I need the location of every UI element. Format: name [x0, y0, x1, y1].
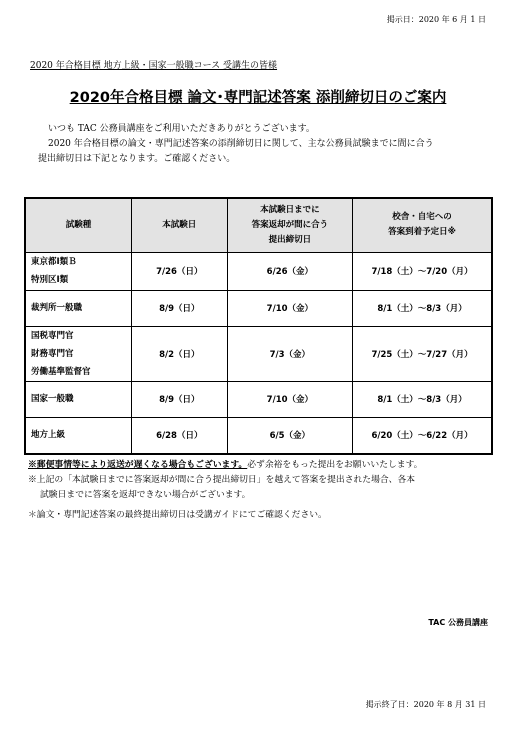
- deadline-table: [24, 197, 493, 455]
- exam-date-cell: 6/28（日）: [132, 417, 228, 454]
- deadline-cell: 7/3（金）: [227, 326, 352, 381]
- note-delivery: [28, 458, 498, 473]
- exam-cell: 国税専門官 財務専門官 労働基準監督官: [25, 326, 132, 381]
- end-date: 掲示終了日：2020 年 8 月 31 日: [365, 700, 486, 709]
- notes-section: [28, 458, 498, 523]
- page-title: 2020年合格目標 論文･専門記述答案 添削締切日のご案内: [69, 90, 447, 106]
- table-row: [25, 326, 492, 381]
- intro-line-2: 2020 年合格目標の論文・専門記述答案の添削締切日に関して、主な公務員試験までに間に合う: [48, 139, 434, 149]
- note-deadline-line-2: 試験日までに答案を返却できない場合がございます。: [40, 490, 251, 500]
- note-final-deadline: ＊論文・専門記述答案の最終提出締切日は受講ガイドにてご確認ください。: [28, 510, 327, 520]
- exam-date-cell: 8/2（日）: [132, 326, 228, 381]
- intro-line-3: 提出締切日は下記となります。ご確認ください。: [38, 154, 236, 164]
- table-header-row: [25, 198, 492, 252]
- header-exam-date: 本試験日: [132, 198, 228, 252]
- table-row: [25, 381, 492, 417]
- header-arrival: 校舎・自宅への 答案到着予定日※: [353, 198, 492, 252]
- audience-line: 2020 年合格目標 地方上級・国家一般職コース 受講生の皆様: [30, 61, 278, 71]
- deadline-cell: 7/10（金）: [227, 381, 352, 417]
- table-row: [25, 252, 492, 290]
- exam-cell: 東京都Ⅰ類Ｂ 特別区Ⅰ類: [25, 252, 132, 290]
- exam-date-cell: 8/9（日）: [132, 290, 228, 326]
- table-row: [25, 417, 492, 454]
- arrival-cell: 7/25（土）～7/27（月）: [353, 326, 492, 381]
- exam-date-cell: 8/9（日）: [132, 381, 228, 417]
- arrival-cell: 8/1（土）～8/3（月）: [353, 381, 492, 417]
- exam-cell: 国家一般職: [25, 381, 132, 417]
- note-deadline-line-1: ※上記の「本試験日までに答案返却が間に合う提出締切日」を越えて答案を提出された場合、各本: [28, 475, 416, 485]
- deadline-cell: 6/5（金）: [227, 417, 352, 454]
- organization-name: TAC 公務員講座: [428, 618, 488, 627]
- table-row: [25, 290, 492, 326]
- header-deadline: 本試験日までに 答案返却が間に合う 提出締切日: [227, 198, 352, 252]
- deadline-cell: 7/10（金）: [227, 290, 352, 326]
- note-delivery-emphasis: ※郵便事情等により返送が遅くなる場合もございます。: [28, 460, 248, 470]
- intro-paragraph: [38, 122, 498, 167]
- posted-date: 掲示日：2020 年 6 月 1 日: [386, 15, 486, 24]
- exam-date-cell: 7/26（日）: [132, 252, 228, 290]
- header-exam: 試験種: [25, 198, 132, 252]
- exam-cell: 裁判所一般職: [25, 290, 132, 326]
- deadline-cell: 6/26（金）: [227, 252, 352, 290]
- intro-line-1: いつも TAC 公務員講座をご利用いただきありがとうございます。: [48, 124, 315, 134]
- exam-cell: 地方上級: [25, 417, 132, 454]
- arrival-cell: 8/1（土）～8/3（月）: [353, 290, 492, 326]
- arrival-cell: 7/18（土）～7/20（月）: [353, 252, 492, 290]
- note-delivery-rest: 必ず余裕をもった提出をお願いいたします。: [247, 460, 423, 470]
- arrival-cell: 6/20（土）～6/22（月）: [353, 417, 492, 454]
